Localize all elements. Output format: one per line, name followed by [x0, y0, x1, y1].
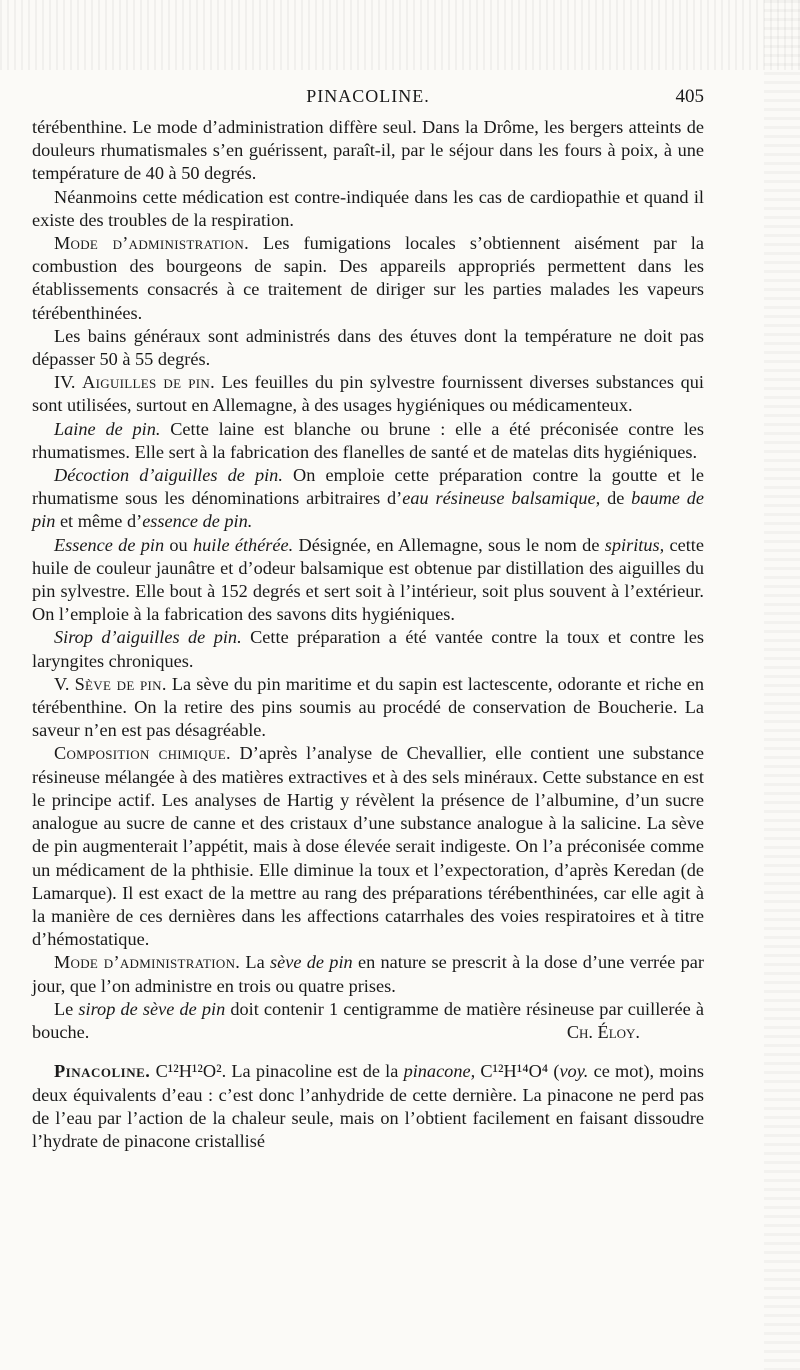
- paragraph: Laine de pin. Cette laine est blanche ou brune : elle a été préconisée contre les rhumatismes. Elle sert à la fabrication des flanelles de santé et de matelas dits hygiéniques.: [32, 418, 705, 462]
- scan-noise-edge: [764, 0, 800, 1370]
- section-heading: Sirop d’aiguilles de pin.: [54, 627, 242, 648]
- section-heading: Aiguilles de pin.: [82, 372, 215, 393]
- paragraph: Essence de pin ou huile éthérée. Désignée, en Allemagne, sous le nom de spiritus, cette huile de couleur jaunâtre et d’odeur balsamique est obtenue par distillation des aiguilles du pin sylvestre. Elle bout à 152 degrés et sert soit à l’intérieur, soit plus souvent à l’extérieur. On l’emploie à la fabrication des savons dits hygiéniques.: [32, 534, 704, 625]
- paragraph: Néanmoins cette médication est contre-indiquée dans les cas de cardiopathie et quand il existe des troubles de la respiration.: [32, 186, 704, 230]
- page-body: [32, 116, 704, 1153]
- paragraph: Sirop d’aiguilles de pin. Cette préparation a été vantée contre la toux et contre les laryngites chroniques.: [32, 627, 705, 671]
- dictionary-entry: Pinacoline. C¹²H¹²O². La pinacoline est de la pinacone, C¹²H¹⁴O⁴ (voy. ce mot), moins deux équivalents d’eau : c’est donc l’anhydride de cette dernière. La pinacone ne perd pas de l’eau par l’action de la chaleur seule, mais on l’obtient facilement en faisant dissoudre l’hydrate de pinacone cristallisé: [32, 1061, 705, 1151]
- section-heading: Composition chimique.: [54, 743, 231, 764]
- running-title: PINACOLINE.: [306, 86, 430, 106]
- paragraph: Mode d’administration. La sève de pin en nature se prescrit à la dose d’une verrée par jour, que l’on administre en trois ou quatre prises.: [32, 952, 705, 996]
- section-heading: Mode d’administration.: [54, 952, 241, 973]
- paragraph: Mode d’administration. Les fumigations locales s’obtiennent aisément par la combustion des bourgeons de sapin. Des appareils appropriés permettent dans les établissements consacrés à ce traitement de diriger sur les parties malades les vapeurs térébenthinées.: [32, 233, 704, 323]
- entry-heading: Pinacoline.: [54, 1061, 151, 1082]
- author-signature: Ch. Éloy.: [566, 1022, 640, 1043]
- paragraph: IV. Aiguilles de pin. Les feuilles du pin sylvestre fournissent diverses substances qui sont utilisées, surtout en Allemagne, à des usages hygiéniques ou médicamenteux.: [32, 372, 704, 416]
- section-heading: Essence de pin: [54, 534, 165, 555]
- paragraph: Les bains généraux sont administrés dans des étuves dont la température ne doit pas dépasser 50 à 55 degrés.: [32, 325, 704, 370]
- scan-noise-top: [0, 0, 800, 70]
- paragraph: V. Sève de pin. La sève du pin maritime et du sapin est lactescente, odorante et riche en térébenthine. On la retire des pins soumis au procédé de conservation de Boucherie. La saveur n’en est pas désagréable.: [32, 673, 704, 741]
- page-header: [32, 86, 704, 114]
- section-heading: Sève de pin.: [74, 673, 167, 694]
- page-number: 405: [675, 86, 704, 107]
- section-heading: Laine de pin.: [54, 418, 161, 439]
- paragraph: Décoction d’aiguilles de pin. On emploie cette préparation contre la goutte et le rhumatisme sous les dénominations arbitraires d’eau résineuse balsamique, de baume de pin et même d’essence de pin.: [32, 465, 704, 532]
- entry-separator: [32, 1044, 704, 1060]
- paragraph: Le sirop de sève de pin doit contenir 1 centigramme de matière résineuse par cuillerée à bouche.: [32, 998, 704, 1042]
- paragraph: Composition chimique. D’après l’analyse de Chevallier, elle contient une substance résineuse mélangée à des matières extractives et à des sels minéraux. Cette substance en est le principe actif. Les analyses de Hartig y révèlent la présence de l’albumine, d’un sucre analogue au sucre de canne et des cristaux d’une substance analogue à la salicine. La sève de pin augmenterait l’appétit, mais à dose élevée serait indigeste. On l’a préconisée comme un médicament de la phthisie. Elle diminue la toux et l’expectoration, d’après Keredan (de Lamarque). Il est exact de la mettre au rang des préparations térébenthinées, car elle agit à la manière de ces dernières dans les affections catarrhales des voies respiratoires et à titre d’hémostatique.: [32, 743, 704, 950]
- section-heading: Mode d’administration.: [54, 233, 249, 254]
- section-heading: Décoction d’aiguilles de pin.: [54, 465, 283, 486]
- paragraph: térébenthine. Le mode d’administration diffère seul. Dans la Drôme, les bergers atteints de douleurs rhumatismales s’en guérissent, paraît-il, par le séjour dans les fours à poix, à une température de 40 à 50 degrés.: [32, 117, 704, 184]
